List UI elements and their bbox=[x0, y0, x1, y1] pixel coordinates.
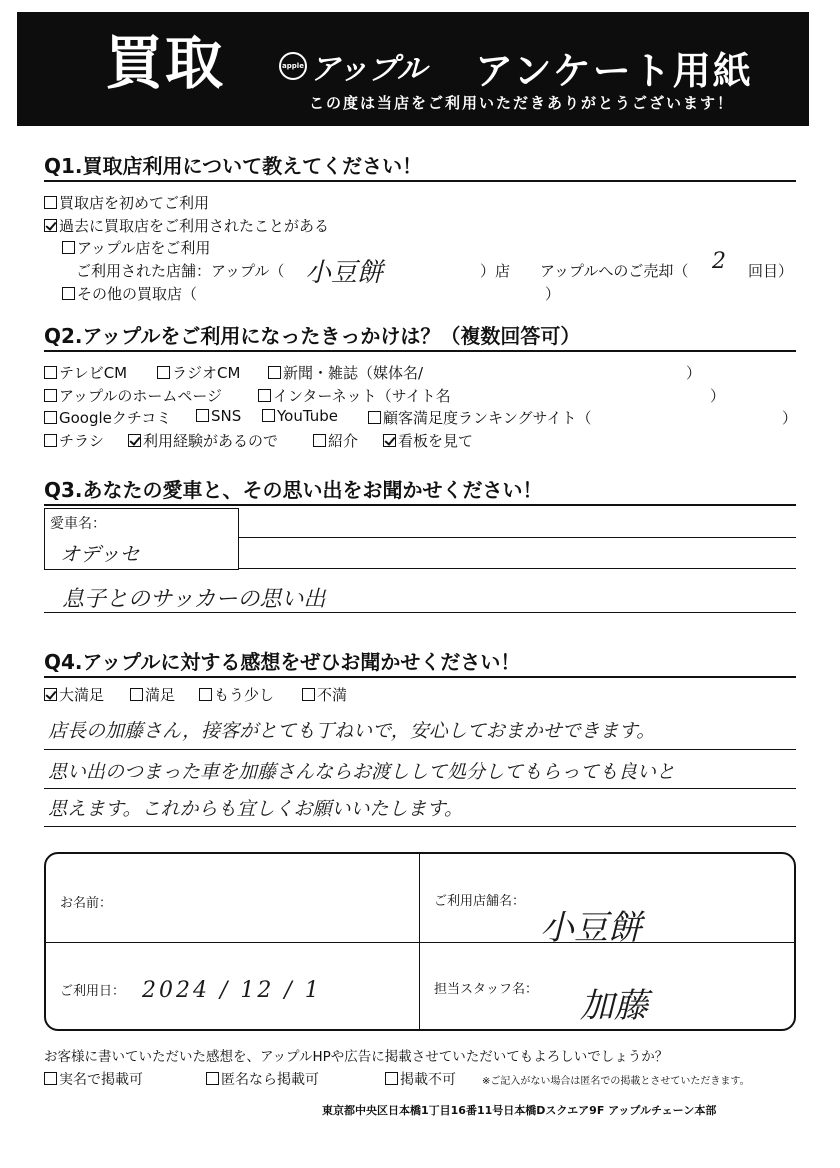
checkbox-icon[interactable] bbox=[44, 366, 57, 379]
q4-satisfied-option[interactable] bbox=[130, 684, 175, 705]
date-label: ご利用日： bbox=[60, 984, 126, 999]
checkbox-icon[interactable] bbox=[385, 1072, 398, 1085]
publish-anonymous-label: 匿名なら掲載可 bbox=[221, 1072, 319, 1088]
staff-name-value[interactable]: 加藤 bbox=[580, 986, 648, 1026]
company-address: 東京都中央区日本橋1丁目16番11号日本橋Dスクエア9F アップルチェーン本部 bbox=[322, 1104, 717, 1117]
q4-satisfied-label: 満足 bbox=[145, 686, 176, 704]
q1-store-suffix: ）店 bbox=[480, 262, 511, 280]
car-memory-value[interactable]: 息子とのサッカーの思い出 bbox=[62, 587, 326, 612]
staff-name-label: 担当スタッフ名： bbox=[434, 982, 539, 997]
q1-apple-store-option[interactable] bbox=[62, 237, 210, 258]
q2-newspaper-close: ） bbox=[686, 364, 702, 382]
q1-sell-count-value[interactable]: 2 bbox=[712, 249, 726, 274]
publish-not-allowed-label: 掲載不可 bbox=[400, 1072, 456, 1088]
comment-line-3 bbox=[44, 826, 796, 827]
q2-experience-label: 利用経験があるので bbox=[143, 432, 279, 450]
checkbox-icon[interactable] bbox=[262, 409, 275, 422]
checkbox-icon[interactable] bbox=[62, 241, 75, 254]
q1-sell-count-suffix: 回目） bbox=[748, 262, 794, 280]
q2-referral-option[interactable] bbox=[313, 430, 358, 451]
q2-internet-close: ） bbox=[710, 387, 726, 405]
q4-little-more-label: もう少し bbox=[214, 686, 275, 704]
q2-flyer-label: チラシ bbox=[59, 432, 105, 450]
q2-tvcm-label: テレビCM bbox=[59, 364, 128, 382]
car-name-label: 愛車名： bbox=[50, 516, 106, 532]
q4-comment-line-2[interactable]: 思い出のつまった車を加藤さんならお渡しして処分してもらっても良いと bbox=[48, 761, 676, 783]
checkbox-icon[interactable] bbox=[44, 196, 57, 209]
q3-heading: Q3.あなたの愛車と、その思い出をお聞かせください！ bbox=[44, 478, 543, 502]
checkbox-icon[interactable] bbox=[368, 411, 381, 424]
checkbox-icon[interactable] bbox=[258, 389, 271, 402]
apple-logo-icon: apple bbox=[279, 52, 307, 80]
checkbox-icon[interactable] bbox=[302, 688, 315, 701]
publish-real-name-option[interactable] bbox=[44, 1069, 143, 1089]
checkbox-icon[interactable] bbox=[157, 366, 170, 379]
q4-unsatisfied-label: 不満 bbox=[317, 686, 348, 704]
q1-sell-count-label: アップルへのご売却（ bbox=[540, 262, 689, 280]
q2-radiocm-label: ラジオCM bbox=[172, 364, 241, 382]
q2-internet-option[interactable] bbox=[258, 385, 451, 406]
checkbox-icon[interactable] bbox=[313, 434, 326, 447]
q2-radiocm-option[interactable] bbox=[157, 362, 240, 383]
q1-first-time-label: 買取店を初めてご利用 bbox=[59, 194, 210, 212]
q2-flyer-option[interactable] bbox=[44, 430, 104, 451]
checked-checkbox-icon[interactable] bbox=[44, 219, 57, 232]
checkbox-icon[interactable] bbox=[196, 409, 209, 422]
car-name-line-bottom bbox=[238, 568, 796, 569]
q2-ranking-label: 顧客満足度ランキングサイト（ bbox=[383, 409, 592, 427]
thanks-message: この度は当店をご利用いただきありがとうございます！ bbox=[309, 94, 735, 112]
checkbox-icon[interactable] bbox=[44, 434, 57, 447]
q2-google-label: Googleクチコミ bbox=[59, 409, 172, 427]
checkbox-icon[interactable] bbox=[268, 366, 281, 379]
q2-signboard-label: 看板を見て bbox=[398, 432, 474, 450]
car-name-value[interactable]: オデッセ bbox=[60, 542, 140, 566]
checkbox-icon[interactable] bbox=[62, 287, 75, 300]
q2-sns-option[interactable] bbox=[196, 407, 241, 425]
publish-question: お客様に書いていただいた感想を、アップルHPや広告に掲載させていただいてもよろしいでしょうか？ bbox=[44, 1049, 669, 1065]
q1-store-name-label: ご利用された店舗：アップル（ bbox=[76, 262, 285, 280]
publish-not-allowed-option[interactable] bbox=[385, 1069, 456, 1089]
q2-homepage-label: アップルのホームページ bbox=[59, 387, 223, 405]
checkbox-icon[interactable] bbox=[130, 688, 143, 701]
apple-logo-text: アップル bbox=[310, 52, 427, 87]
q2-newspaper-label: 新聞・雑誌（媒体名/ bbox=[283, 364, 424, 382]
q1-first-time-option[interactable] bbox=[44, 192, 209, 213]
checked-checkbox-icon[interactable] bbox=[44, 688, 57, 701]
publish-real-name-label: 実名で掲載可 bbox=[59, 1072, 143, 1088]
checkbox-icon[interactable] bbox=[44, 389, 57, 402]
publish-anonymous-option[interactable] bbox=[206, 1069, 319, 1089]
q1-other-store-label: その他の買取店（ bbox=[77, 285, 198, 303]
checkbox-icon[interactable] bbox=[206, 1072, 219, 1085]
q2-youtube-option[interactable] bbox=[262, 407, 338, 425]
q3-underline bbox=[44, 504, 796, 506]
q2-heading: Q2.アップルをご利用になったきっかけは？（複数回答可） bbox=[44, 324, 581, 348]
q1-other-store-option[interactable] bbox=[62, 283, 197, 304]
car-name-line bbox=[238, 537, 796, 538]
comment-line-2 bbox=[44, 788, 796, 789]
q4-underline bbox=[44, 676, 796, 678]
q1-apple-store-label: アップル店をご利用 bbox=[77, 239, 211, 257]
q4-unsatisfied-option[interactable] bbox=[302, 684, 347, 705]
customer-info-box bbox=[44, 852, 796, 1031]
q2-signboard-option[interactable] bbox=[383, 430, 473, 451]
q4-very-satisfied-label: 大満足 bbox=[59, 686, 105, 704]
store-name-value[interactable]: 小豆餅 bbox=[540, 908, 642, 948]
q4-very-satisfied-option[interactable] bbox=[44, 684, 104, 705]
name-label: お名前： bbox=[60, 896, 113, 911]
memory-line bbox=[44, 612, 796, 613]
q4-comment-line-1[interactable]: 店長の加藤さん，接客がとても丁ねいで，安心しておまかせできます。 bbox=[48, 720, 656, 742]
checkbox-icon[interactable] bbox=[44, 411, 57, 424]
info-horizontal-divider bbox=[46, 942, 794, 943]
q1-other-close: ） bbox=[545, 285, 561, 303]
q4-comment-line-3[interactable]: 思えます。これからも宜しくお願いいたします。 bbox=[48, 798, 463, 820]
q4-heading: Q4.アップルに対する感想をぜひお聞かせください！ bbox=[44, 650, 521, 674]
q1-underline bbox=[44, 180, 796, 182]
checkbox-icon[interactable] bbox=[199, 688, 212, 701]
q4-little-more-option[interactable] bbox=[199, 684, 274, 705]
q2-experience-option[interactable] bbox=[128, 430, 278, 451]
q2-referral-label: 紹介 bbox=[328, 432, 359, 450]
q1-store-name-value[interactable]: 小豆餅 bbox=[305, 258, 384, 288]
q2-tvcm-option[interactable] bbox=[44, 362, 127, 383]
q2-underline bbox=[44, 350, 796, 352]
q2-ranking-option[interactable] bbox=[368, 407, 592, 428]
survey-title: アンケート用紙 bbox=[475, 49, 753, 93]
q2-newspaper-option[interactable] bbox=[268, 362, 423, 383]
comment-line-1 bbox=[44, 749, 796, 750]
checked-checkbox-icon[interactable] bbox=[128, 434, 141, 447]
q2-ranking-close: ） bbox=[782, 409, 798, 427]
kaitori-title: 買取 bbox=[105, 29, 226, 97]
q1-used-before-option[interactable] bbox=[44, 215, 329, 236]
checkbox-icon[interactable] bbox=[44, 1072, 57, 1085]
q2-google-option[interactable] bbox=[44, 407, 171, 428]
q2-youtube-label: YouTube bbox=[277, 407, 338, 425]
q2-sns-label: SNS bbox=[211, 407, 242, 425]
checked-checkbox-icon[interactable] bbox=[383, 434, 396, 447]
store-name-label: ご利用店舗名： bbox=[434, 894, 526, 909]
publish-note: ※ご記入がない場合は匿名での掲載とさせていただきます。 bbox=[482, 1076, 750, 1087]
header-banner bbox=[17, 12, 809, 126]
q1-heading: Q1.買取店利用について教えてください！ bbox=[44, 154, 423, 178]
date-value[interactable]: 2024 / 12 / 1 bbox=[142, 978, 322, 1003]
q2-homepage-option[interactable] bbox=[44, 385, 222, 406]
q1-used-before-label: 過去に買取店をご利用されたことがある bbox=[59, 217, 330, 235]
q2-internet-label: インターネット（サイト名 bbox=[273, 387, 451, 405]
